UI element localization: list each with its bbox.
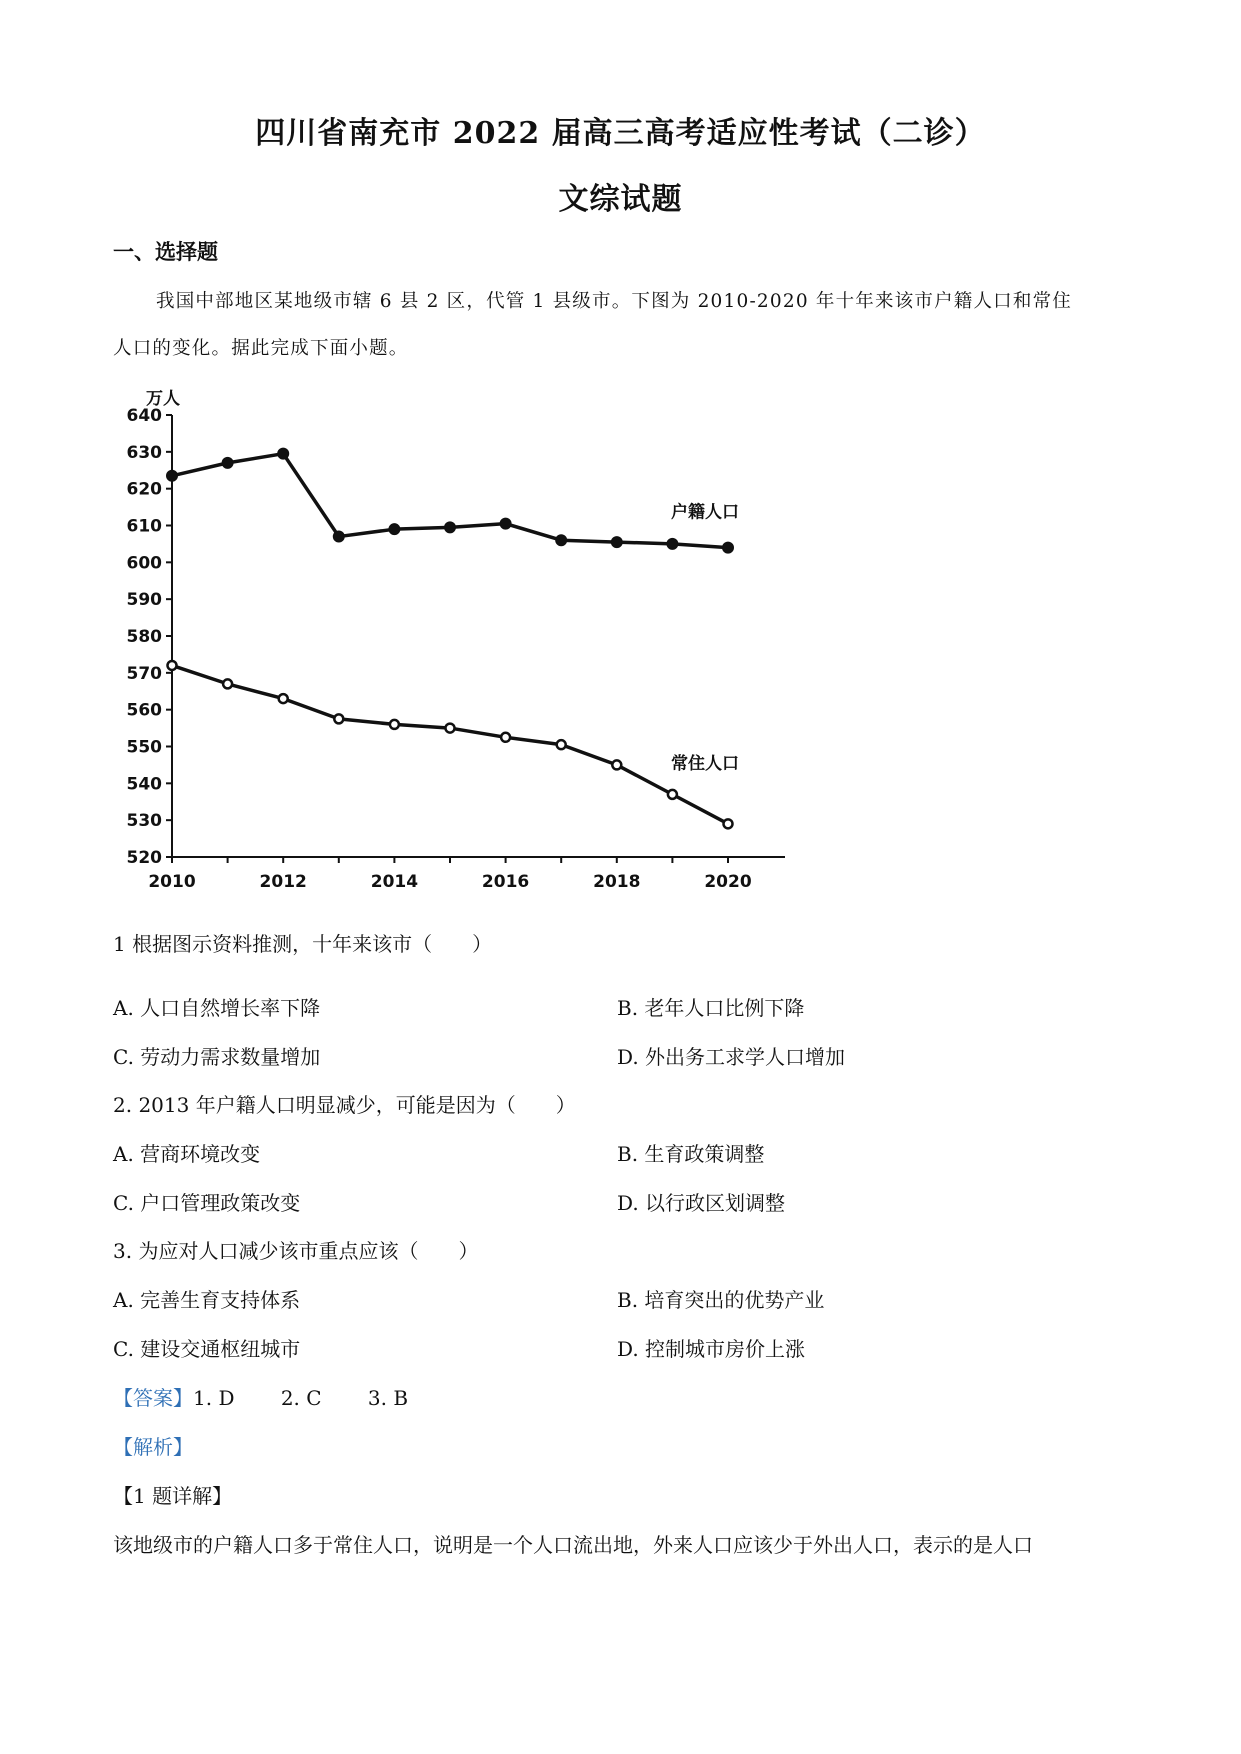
population-line-chart	[0, 380, 820, 900]
analysis-label: 【解析】	[113, 1435, 193, 1459]
x-tick-label: 2018	[593, 872, 641, 892]
data-point	[500, 518, 511, 529]
y-tick-label: 560	[126, 700, 162, 721]
detail-label: 【1 题详解】	[113, 1484, 233, 1508]
data-point	[167, 470, 178, 481]
x-tick-label: 2014	[370, 872, 419, 892]
option-b: B. 老年人口比例下降	[617, 996, 805, 1020]
y-tick-label: 520	[126, 848, 162, 868]
y-tick-label: 630	[126, 442, 162, 463]
data-point	[611, 537, 622, 548]
option-d: D. 控制城市房价上涨	[617, 1337, 806, 1361]
data-point	[445, 522, 456, 533]
x-tick-label: 2010	[148, 872, 196, 892]
y-tick-label: 580	[126, 627, 162, 647]
y-tick-label: 550	[126, 737, 162, 758]
y-axis-unit: 万人	[146, 389, 180, 409]
data-point	[667, 538, 678, 549]
answer-line	[113, 1382, 408, 1411]
option-c: C. 建设交通枢纽城市	[113, 1337, 301, 1361]
question-stem: 3. 为应对人口减少该市重点应该（ ）	[113, 1239, 479, 1263]
data-point	[557, 740, 566, 749]
intro-line-2: 人口的变化。据此完成下面小题。	[113, 338, 409, 359]
data-point	[278, 448, 289, 459]
page-title: 四川省南充市 2022 届高三高考适应性考试（二诊）	[255, 116, 986, 151]
option-a: A. 完善生育支持体系	[113, 1288, 301, 1312]
series-line	[172, 665, 728, 823]
option-d: D. 以行政区划调整	[617, 1191, 786, 1215]
series-line	[172, 454, 728, 548]
answer-text: 1. D 2. C 3. B	[193, 1386, 409, 1410]
y-tick-label: 570	[126, 663, 162, 684]
explanation-text: 该地级市的户籍人口多于常住人口，说明是一个人口流出地，外来人口应该少于外出人口，表示的是人口	[113, 1533, 1033, 1557]
y-tick-label: 620	[126, 479, 162, 500]
data-point	[222, 457, 233, 468]
data-point	[390, 720, 399, 729]
option-a: A. 人口自然增长率下降	[113, 996, 321, 1020]
question-stem: 1 根据图示资料推测，十年来该市（ ）	[113, 932, 493, 956]
x-tick-label: 2020	[704, 872, 752, 892]
series-label: 户籍人口	[671, 502, 739, 523]
option-c: C. 户口管理政策改变	[113, 1191, 301, 1215]
series-label: 常住人口	[671, 753, 739, 774]
data-point	[389, 524, 400, 535]
option-d: D. 外出务工求学人口增加	[617, 1045, 846, 1069]
data-point	[168, 661, 177, 670]
question-stem: 2. 2013 年户籍人口明显减少，可能是因为（ ）	[113, 1093, 576, 1117]
y-tick-label: 590	[126, 590, 162, 611]
data-point	[723, 542, 734, 553]
data-point	[612, 760, 621, 769]
y-tick-label: 540	[126, 774, 162, 795]
data-point	[334, 714, 343, 723]
y-tick-label: 600	[126, 553, 162, 574]
option-b: B. 生育政策调整	[617, 1142, 765, 1166]
data-point	[668, 790, 677, 799]
y-tick-label: 530	[126, 811, 162, 832]
data-point	[223, 679, 232, 688]
answer-label: 【答案】	[113, 1386, 193, 1410]
page-subtitle: 文综试题	[558, 182, 683, 217]
data-point	[279, 694, 288, 703]
x-tick-label: 2012	[259, 872, 307, 892]
intro-line-1: 我国中部地区某地级市辖 6 县 2 区，代管 1 县级市。下图为 2010-2020 年十年来该市户籍人口和常住	[156, 291, 1072, 312]
option-c: C. 劳动力需求数量增加	[113, 1045, 321, 1069]
data-point	[446, 724, 455, 733]
y-tick-label: 640	[126, 406, 162, 426]
data-point	[724, 819, 733, 828]
option-a: A. 营商环境改变	[113, 1142, 261, 1166]
option-b: B. 培育突出的优势产业	[617, 1288, 825, 1312]
data-point	[501, 733, 510, 742]
section-heading: 一、选择题	[113, 240, 218, 264]
data-point	[333, 531, 344, 542]
y-tick-label: 610	[126, 516, 162, 537]
x-tick-label: 2016	[481, 872, 530, 892]
data-point	[556, 535, 567, 546]
